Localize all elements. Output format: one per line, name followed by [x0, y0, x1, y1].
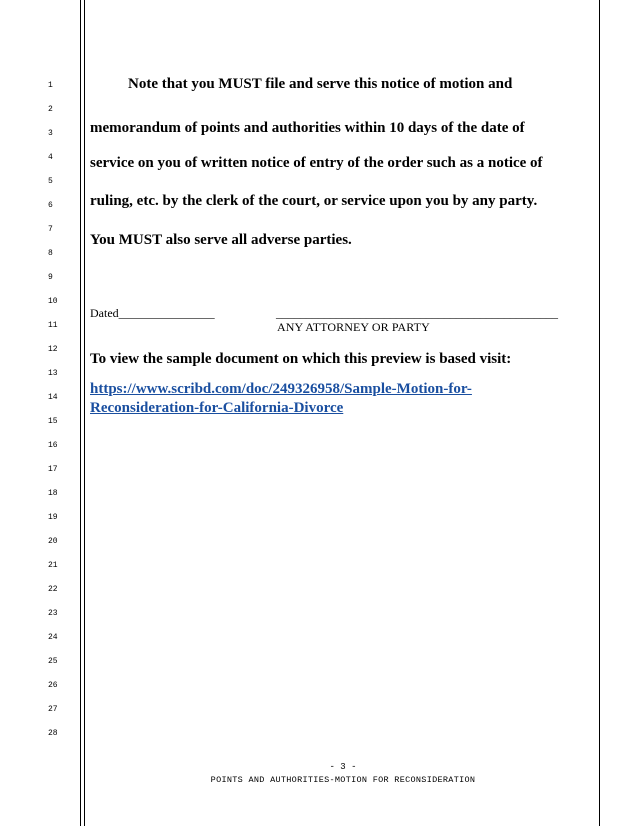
body-line: service on you of written notice of entry of the order such as a notice of: [90, 155, 543, 171]
page-number: - 3 -: [329, 762, 357, 772]
line-number: 1: [48, 81, 53, 90]
line-number: 26: [48, 681, 58, 690]
line-number: 16: [48, 441, 58, 450]
line-number: 28: [48, 729, 58, 738]
line-number: 27: [48, 705, 58, 714]
line-number: 10: [48, 297, 58, 306]
line-number: 5: [48, 177, 53, 186]
body-line: Note that you MUST file and serve this notice of motion and: [128, 76, 513, 92]
preview-link-line-1[interactable]: https://www.scribd.com/doc/249326958/Sample-Motion-for-: [90, 381, 472, 397]
right-margin-rule: [599, 0, 600, 826]
line-number: 2: [48, 105, 53, 114]
preview-link-line-2[interactable]: Reconsideration-for-California-Divorce: [90, 400, 344, 416]
line-number: 23: [48, 609, 58, 618]
signature-line: _______________________________________________: [276, 306, 558, 320]
line-numbers: [0, 0, 76, 826]
line-number: 11: [48, 321, 58, 330]
line-number: 18: [48, 489, 58, 498]
line-number: 25: [48, 657, 58, 666]
line-number: 24: [48, 633, 58, 642]
line-number: 12: [48, 345, 58, 354]
line-number: 19: [48, 513, 58, 522]
line-number: 4: [48, 153, 53, 162]
left-margin-rule-inner: [84, 0, 85, 826]
line-number: 13: [48, 369, 58, 378]
line-number: 6: [48, 201, 53, 210]
body-line: You MUST also serve all adverse parties.: [90, 232, 352, 248]
line-number: 8: [48, 249, 53, 258]
footer-title: POINTS AND AUTHORITIES-MOTION FOR RECONSIDERATION: [210, 775, 476, 785]
signature-label: ANY ATTORNEY OR PARTY: [277, 320, 430, 334]
line-number: 7: [48, 225, 53, 234]
line-number: 14: [48, 393, 58, 402]
line-number: 22: [48, 585, 58, 594]
line-number: 9: [48, 273, 53, 282]
body-line: memorandum of points and authorities within 10 days of the date of: [90, 120, 525, 136]
body-line: ruling, etc. by the clerk of the court, or service upon you by any party.: [90, 193, 538, 209]
line-number: 3: [48, 129, 53, 138]
line-number: 20: [48, 537, 58, 546]
line-number: 15: [48, 417, 58, 426]
line-number: 17: [48, 465, 58, 474]
preview-heading: To view the sample document on which this preview is based visit:: [90, 351, 512, 367]
left-margin-rule-outer: [80, 0, 81, 826]
line-number: 21: [48, 561, 58, 570]
dated-field: Dated________________: [90, 306, 215, 320]
